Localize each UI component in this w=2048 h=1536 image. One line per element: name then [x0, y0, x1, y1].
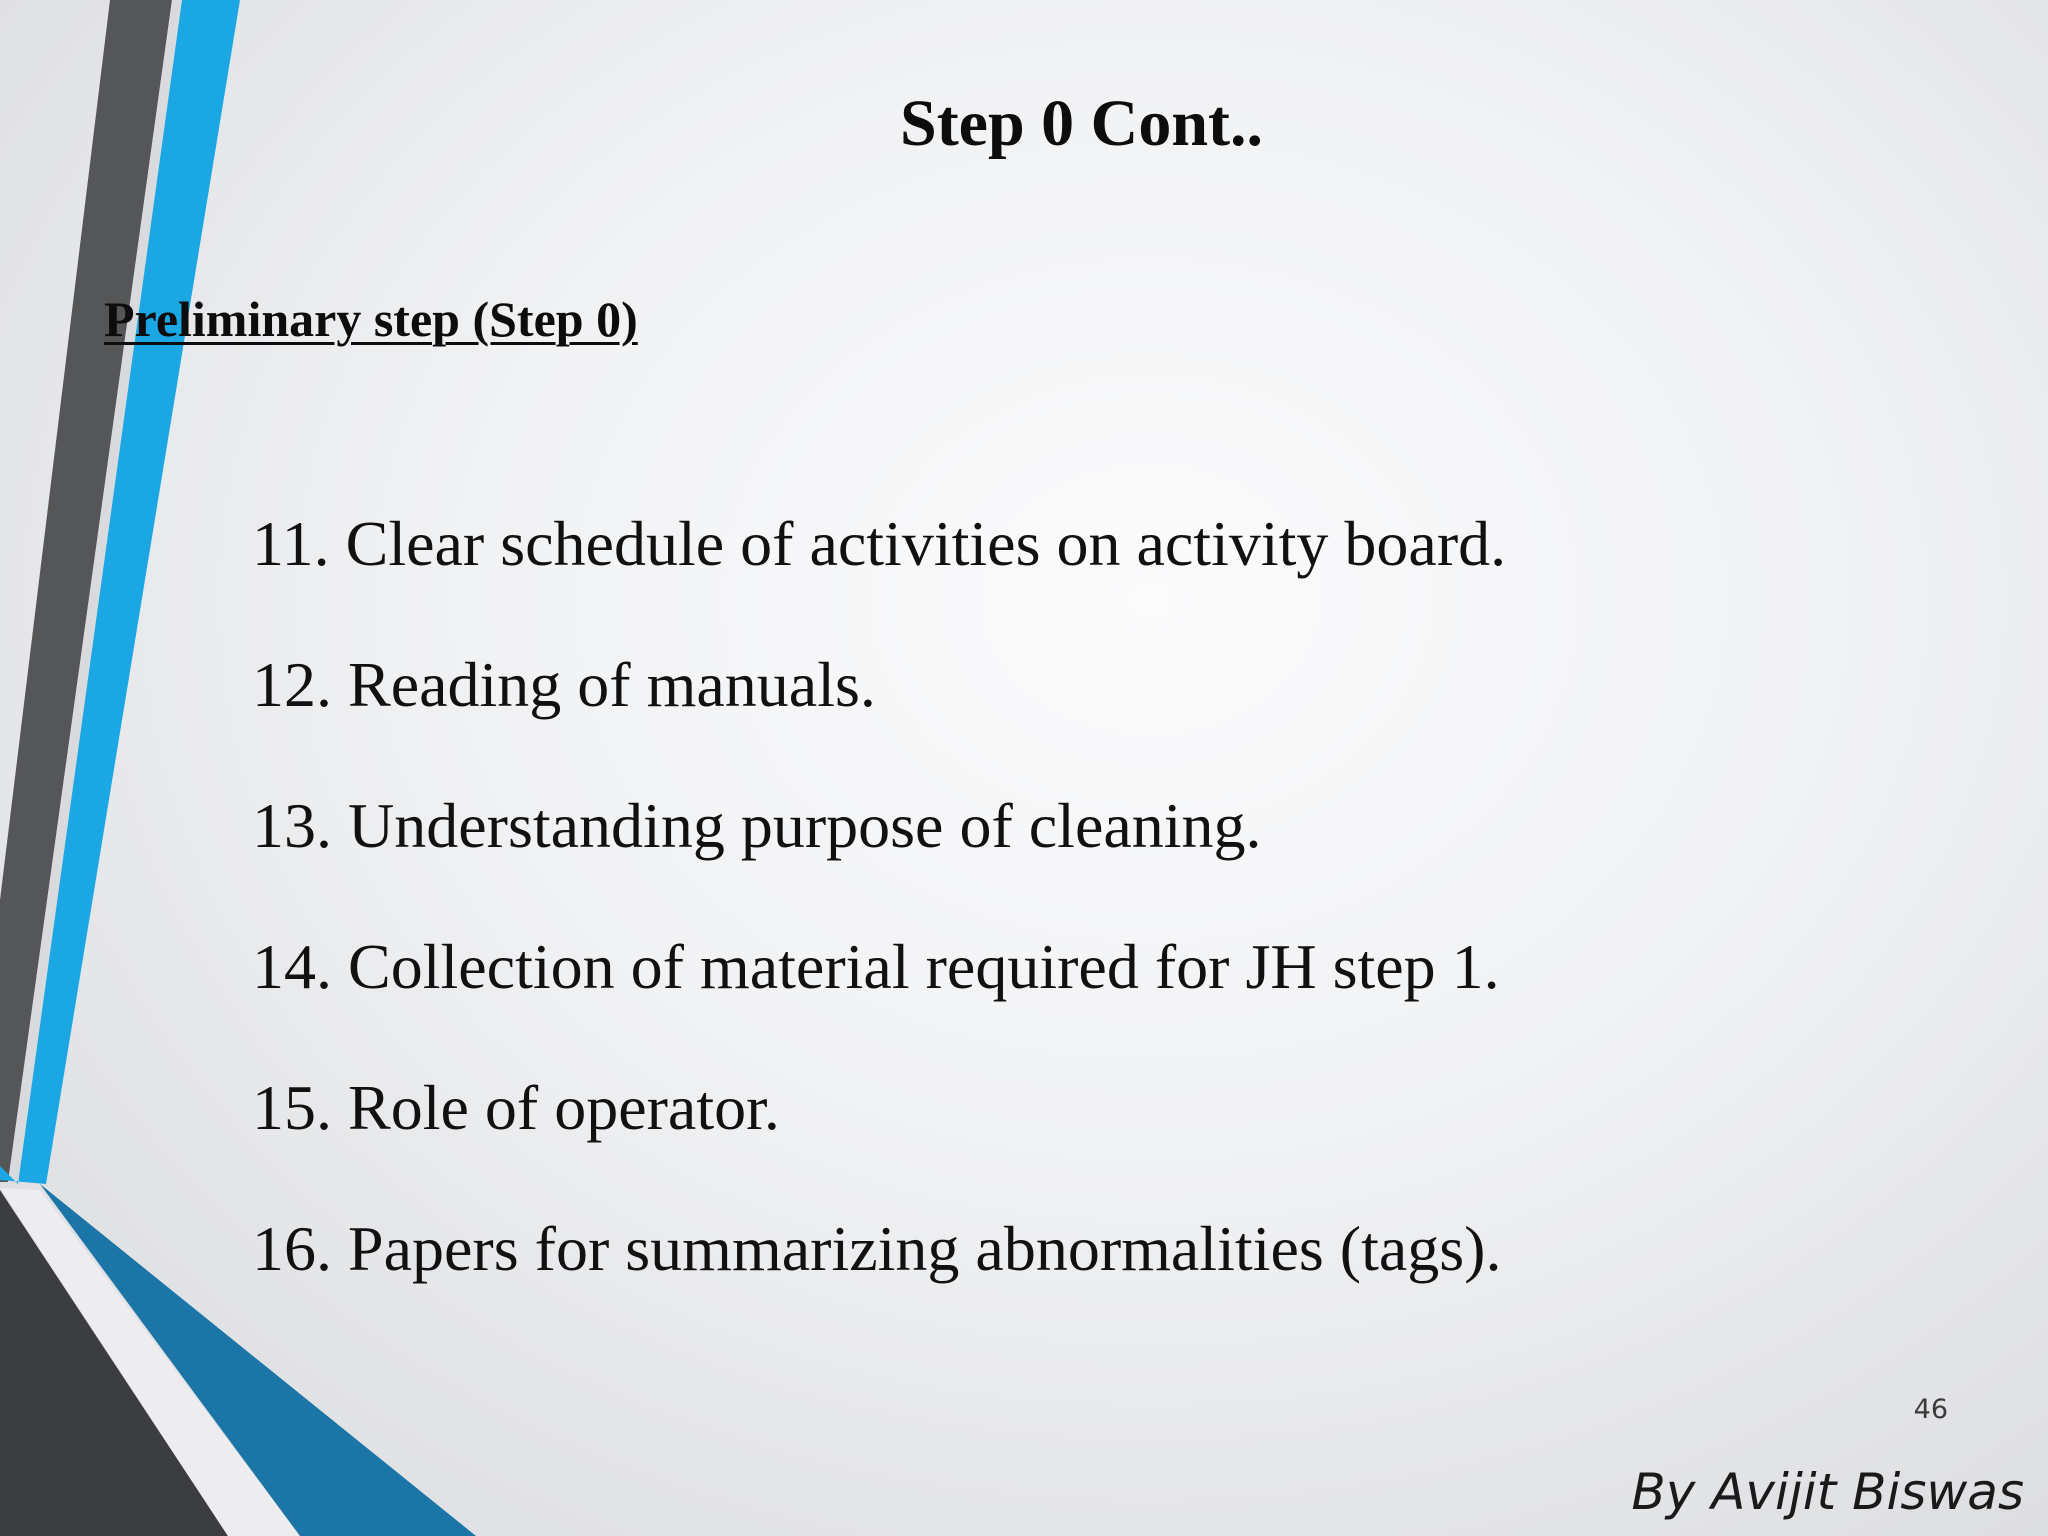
gray-stripe: [0, 0, 172, 1182]
list-item: 14. Collection of material required for JH step 1.: [252, 931, 1500, 1002]
section-heading: Preliminary step (Step 0): [104, 291, 638, 347]
list-item: 11. Clear schedule of activities on activity board.: [252, 508, 1507, 579]
author-credit: By Avijit Biswas: [1631, 1463, 2024, 1521]
list-item: 15. Role of operator.: [252, 1072, 780, 1143]
list-item: 16. Papers for summarizing abnormalities (tags).: [252, 1213, 1502, 1284]
list-item: 12. Reading of manuals.: [252, 649, 876, 720]
list-item: 13. Understanding purpose of cleaning.: [252, 790, 1262, 861]
slide-title: Step 0 Cont..: [900, 87, 1264, 160]
step-list: [252, 504, 1506, 1350]
page-number: 46: [1913, 1394, 1948, 1425]
